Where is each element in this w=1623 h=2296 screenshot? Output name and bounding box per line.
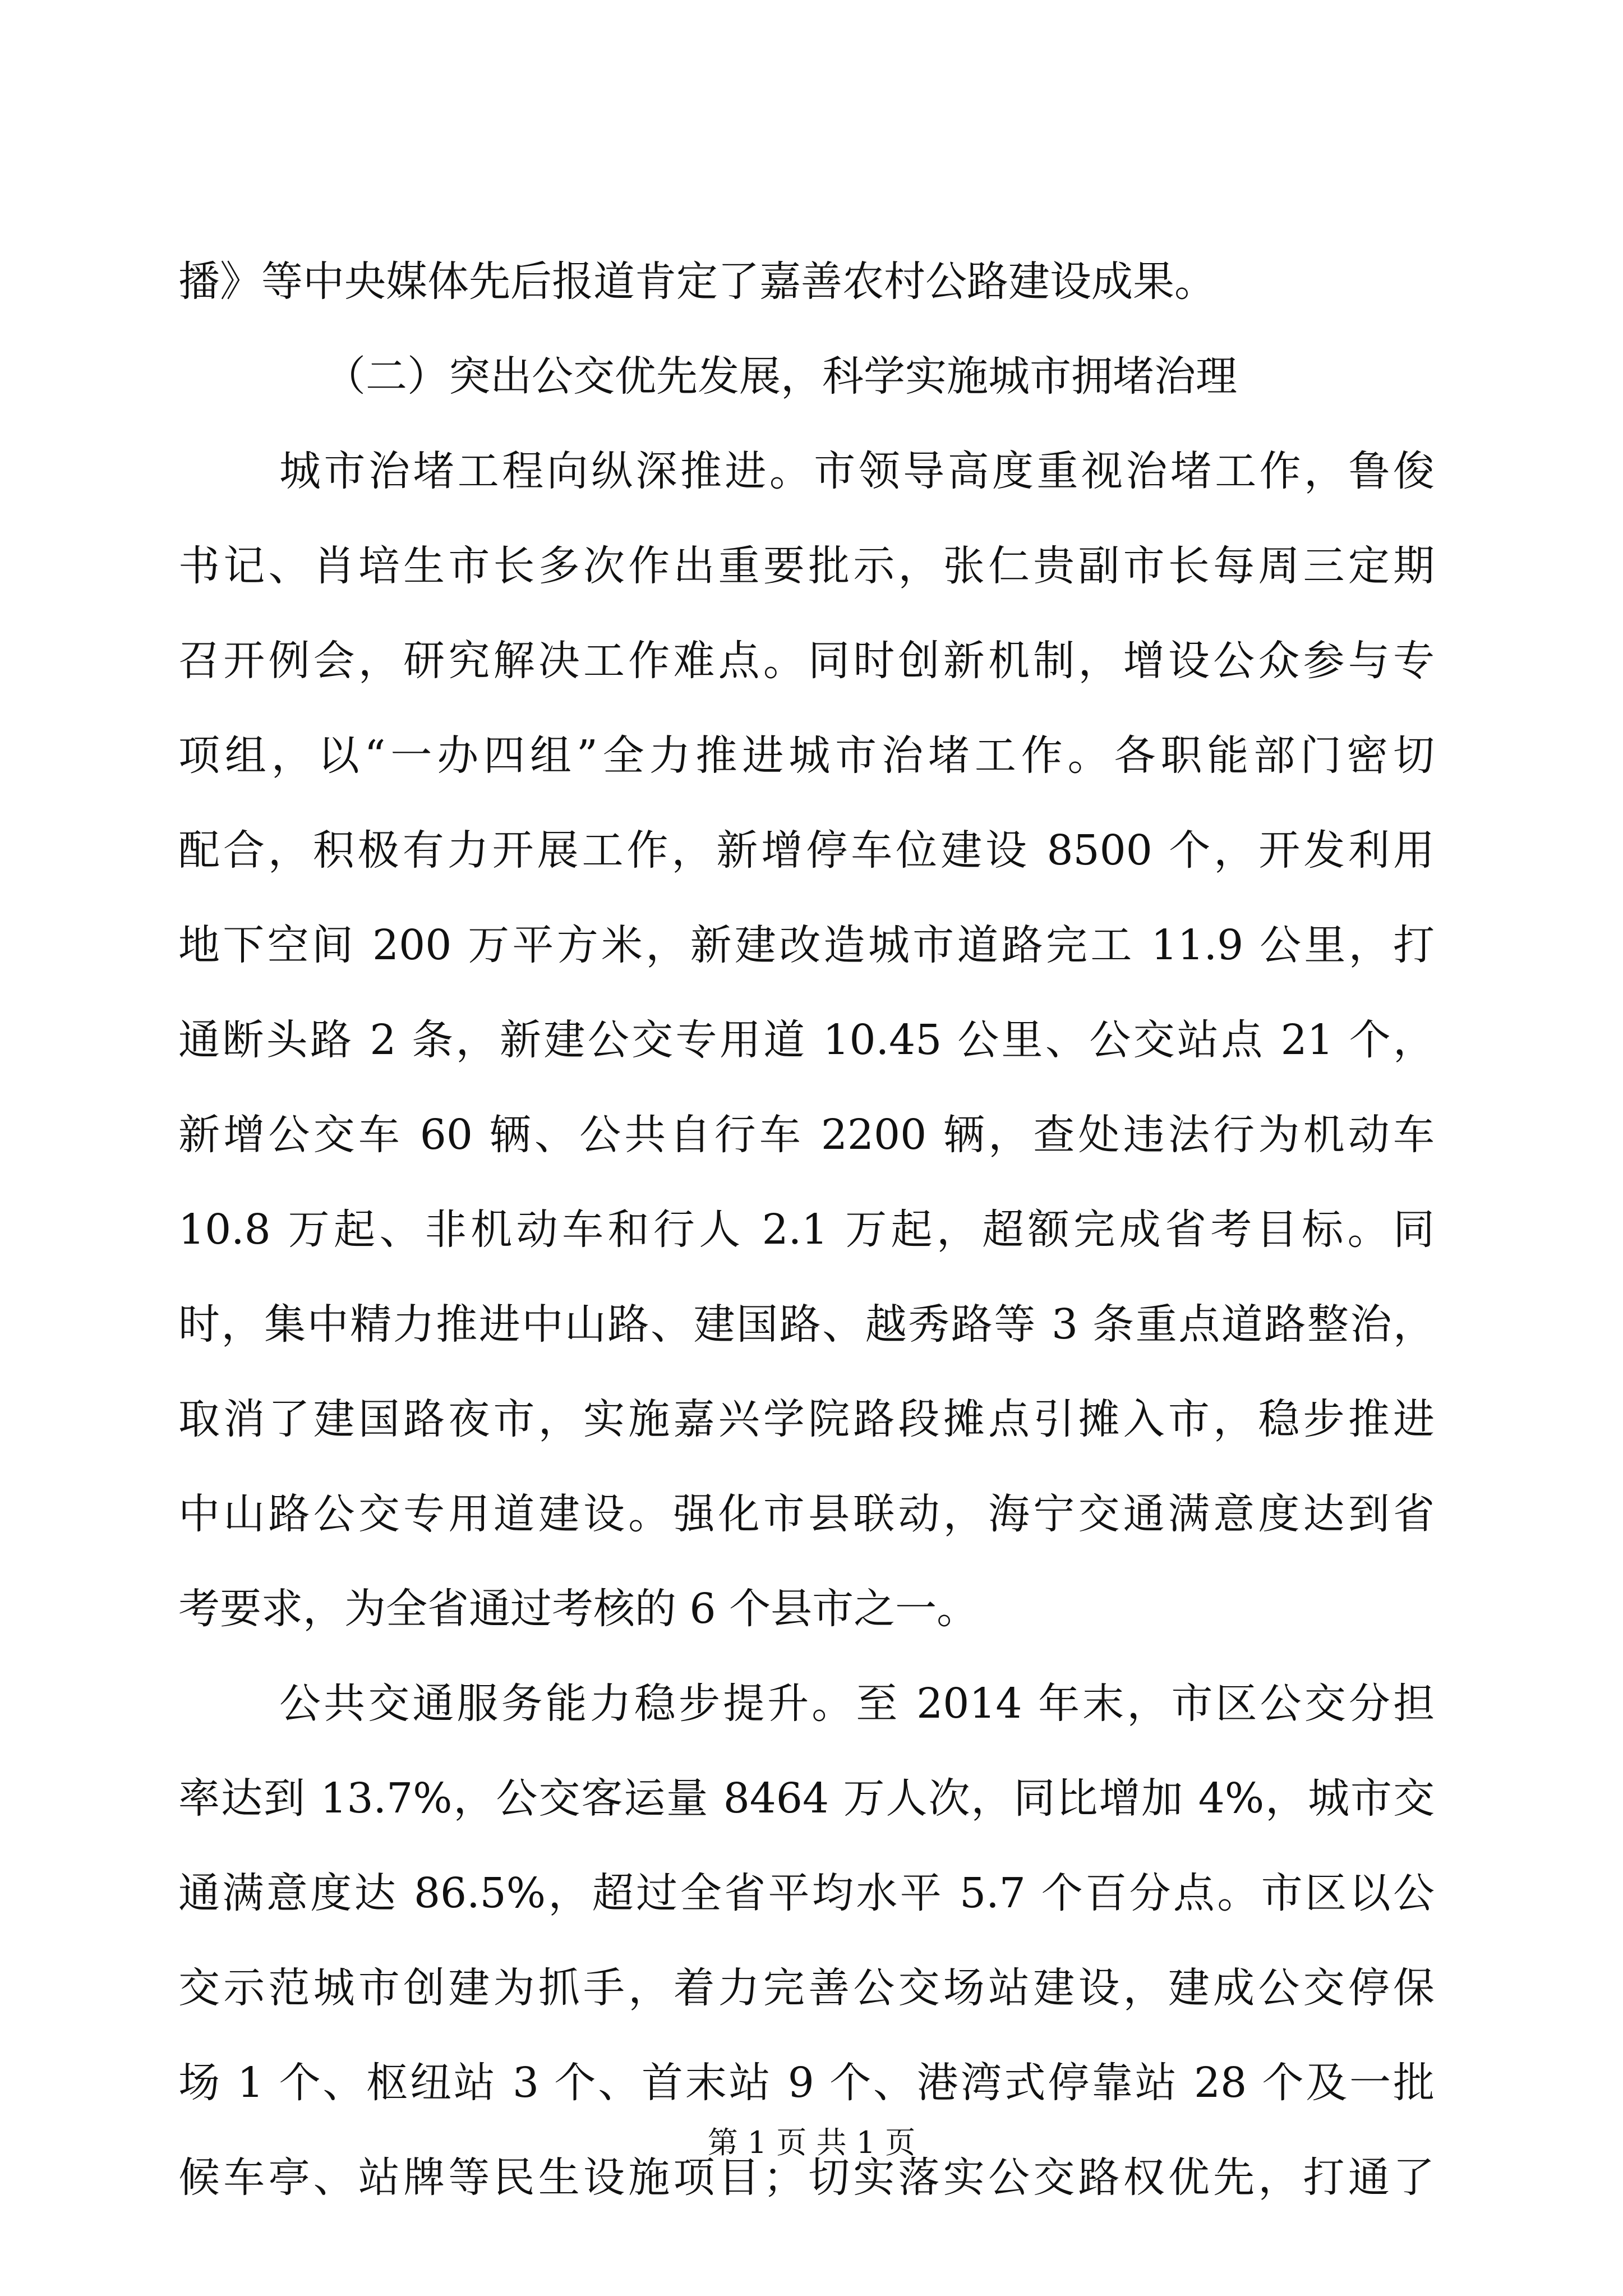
text-line: 召开例会，研究解决工作难点。同时创新机制，增设公众参与专 (178, 637, 1435, 685)
text-line: 中山路公交专用道建设。强化市县联动，海宁交通满意度达到省 (178, 1490, 1435, 1538)
text-line: 地下空间 200 万平方米，新建改造城市道路完工 11.9 公里，打 (178, 921, 1435, 969)
text-line: 播》等中央媒体先后报道肯定了嘉善农村公路建设成果。 (178, 257, 1216, 306)
document-body (178, 234, 1435, 2225)
text-line: 交示范城市创建为抓手，着力完善公交场站建设，建成公交停保 (178, 1964, 1435, 2012)
paragraph-first-line: 公共交通服务能力稳步提升。至 2014 年末，市区公交分担 (279, 1680, 1435, 1728)
text-line: 取消了建国路夜市，实施嘉兴学院路段摊点引摊入市，稳步推进 (178, 1395, 1435, 1443)
text-line: 候车亭、站牌等民生设施项目；切实落实公交路权优先，打通了 (178, 2154, 1435, 2202)
text-line: 通断头路 2 条，新建公交专用道 10.45 公里、公交站点 21 个， (178, 1016, 1435, 1064)
paragraph-last-line: 考要求，为全省通过考核的 6 个县市之一。 (178, 1585, 979, 1633)
page-footer (0, 2120, 1623, 2165)
text-line: 项组，以“一办四组”全力推进城市治堵工作。各职能部门密切 (178, 731, 1435, 780)
text-line: 时，集中精力推进中山路、建国路、越秀路等 3 条重点道路整治， (178, 1300, 1435, 1349)
text-line: 配合，积极有力开展工作，新增停车位建设 8500 个，开发利用 (178, 826, 1435, 875)
text-line: 场 1 个、枢纽站 3 个、首末站 9 个、港湾式停靠站 28 个及一批 (178, 2059, 1435, 2107)
text-line: 书记、肖培生市长多次作出重要批示，张仁贵副市长每周三定期 (178, 542, 1435, 590)
text-line: 通满意度达 86.5%，超过全省平均水平 5.7 个百分点。市区以公 (178, 1869, 1435, 1917)
text-line: 10.8 万起、非机动车和行人 2.1 万起，超额完成省考目标。同 (178, 1205, 1435, 1254)
page-number: 第 1 页 共 1 页 (707, 2125, 916, 2160)
text-line: 率达到 13.7%，公交客运量 8464 万人次，同比增加 4%，城市交 (178, 1774, 1435, 1823)
paragraph-first-line: 城市治堵工程向纵深推进。市领导高度重视治堵工作，鲁俊 (279, 447, 1435, 495)
text-line: 新增公交车 60 辆、公共自行车 2200 辆，查处违法行为机动车 (178, 1111, 1435, 1159)
section-heading: （二）突出公交优先发展，科学实施城市拥堵治理 (324, 352, 1237, 401)
